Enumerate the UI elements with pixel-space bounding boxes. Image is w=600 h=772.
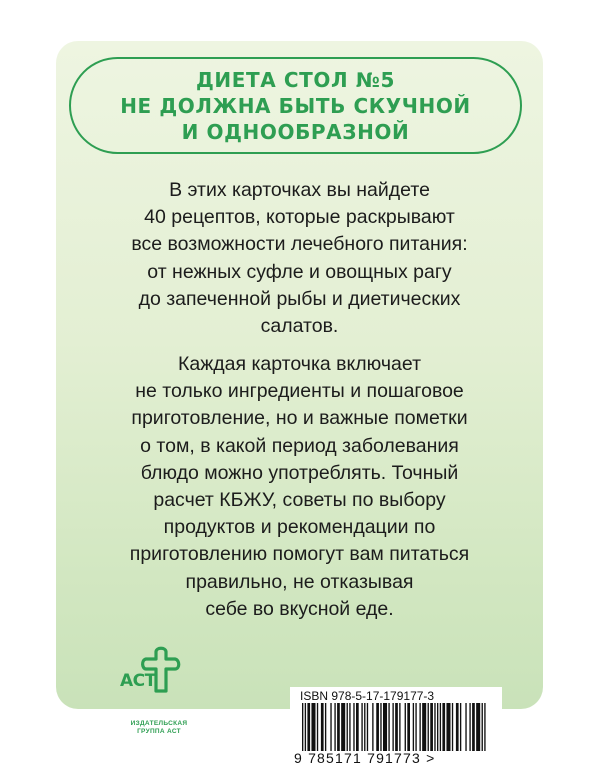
barcode-bar — [325, 703, 326, 751]
barcode-bar — [356, 703, 359, 751]
paragraph-line: приготовление, но и важные пометки — [131, 407, 468, 430]
barcode-bar — [422, 703, 426, 751]
barcode-bar — [311, 703, 315, 751]
barcode-bar — [392, 703, 393, 751]
barcode-bar — [430, 703, 433, 751]
barcode-bar — [353, 703, 354, 751]
barcode-bar — [446, 703, 450, 751]
paragraph-line: 40 рецептов, которые раскрывают — [144, 206, 455, 229]
barcode-bar — [407, 703, 410, 751]
paragraph-line: все возможности лечебного питания: — [131, 233, 468, 256]
barcode-bar — [452, 703, 453, 751]
barcode-bar — [376, 703, 379, 751]
publisher-logo — [116, 647, 202, 735]
paragraph-line: себе во вкусной еде. — [205, 597, 394, 620]
barcode-bar — [460, 703, 461, 751]
barcode-bar — [434, 703, 435, 751]
paragraph-line: продуктов и рекомендации по — [163, 516, 436, 539]
barcode-bar — [472, 703, 475, 751]
paragraph-line: расчет КБЖУ, советы по выбору — [153, 488, 446, 511]
barcode-bar — [442, 703, 445, 751]
barcode-bar — [465, 703, 466, 751]
publisher-caption-line: ГРУППА АСТ — [137, 728, 181, 735]
barcode-bar — [305, 703, 306, 751]
paragraph-line: правильно, не отказывая — [185, 570, 414, 593]
headline-line-3: И ОДНООБРАЗНОЙ — [181, 119, 410, 144]
barcode-bars — [298, 703, 494, 751]
logo-letters: АСТ — [120, 671, 156, 691]
barcode-bar — [395, 703, 398, 751]
barcode-digits: 9 785171 791773 > — [294, 750, 436, 766]
barcode-bar — [428, 703, 429, 751]
paragraph-line: до запеченной рыбы и диетических — [138, 287, 461, 310]
barcode-bar — [380, 703, 381, 751]
paragraph-line: Каждая карточка включает — [178, 353, 421, 375]
barcode-bar — [317, 703, 318, 751]
barcode-bar — [364, 703, 365, 751]
headline-line-2: НЕ ДОЛЖНА БЫТЬ СКУЧНОЙ — [120, 93, 471, 118]
publisher-caption — [116, 720, 202, 736]
paragraph-line: В этих карточках вы найдете — [169, 179, 430, 201]
isbn-label: ISBN 978-5-17-179177-3 — [300, 689, 435, 703]
barcode-bar — [437, 703, 438, 751]
barcode-bar — [321, 703, 324, 751]
description-paragraph-1 — [56, 177, 543, 340]
barcode-bar — [476, 703, 480, 751]
barcode-bar — [399, 703, 400, 751]
description-paragraph-2 — [56, 351, 543, 623]
barcode-bar — [372, 703, 373, 751]
barcode-bar — [307, 703, 310, 751]
barcode-bar — [302, 703, 303, 751]
book-back-cover — [56, 41, 543, 766]
paragraph-line: от нежных суфле и овощных рагу — [147, 260, 452, 283]
barcode-block — [290, 687, 502, 772]
paragraph-line: блюдо можно употреблять. Точный — [140, 461, 459, 484]
barcode-bar — [388, 703, 389, 751]
paragraph-line: не только ингредиенты и пошаговое — [135, 380, 464, 403]
paragraph-line: о том, в какой период заболевания — [140, 434, 459, 457]
barcode-bar — [330, 703, 331, 751]
barcode-bar — [337, 703, 340, 751]
barcode-bar — [405, 703, 406, 751]
barcode-bar — [361, 703, 362, 751]
barcode-bar — [347, 703, 348, 751]
barcode-bar — [440, 703, 441, 751]
barcode-bar — [349, 703, 350, 751]
barcode-bar — [469, 703, 470, 751]
paragraph-line: приготовлению помогут вам питаться — [129, 543, 470, 566]
barcode-bar — [383, 703, 387, 751]
barcode-bar — [415, 703, 416, 751]
barcode-bar — [367, 703, 368, 751]
barcode-bar — [341, 703, 345, 751]
barcode-bar — [456, 703, 459, 751]
barcode-bar — [482, 703, 483, 751]
barcode-bar — [334, 703, 335, 751]
headline-pill — [69, 57, 522, 154]
paragraph-line: салатов. — [260, 314, 339, 337]
barcode-bar — [413, 703, 414, 751]
barcode-bar — [484, 703, 485, 751]
headline-line-1: ДИЕТА СТОЛ №5 — [196, 67, 395, 92]
publisher-caption-line: ИЗДАТЕЛЬСКАЯ — [130, 720, 188, 727]
barcode-bar — [419, 703, 420, 751]
